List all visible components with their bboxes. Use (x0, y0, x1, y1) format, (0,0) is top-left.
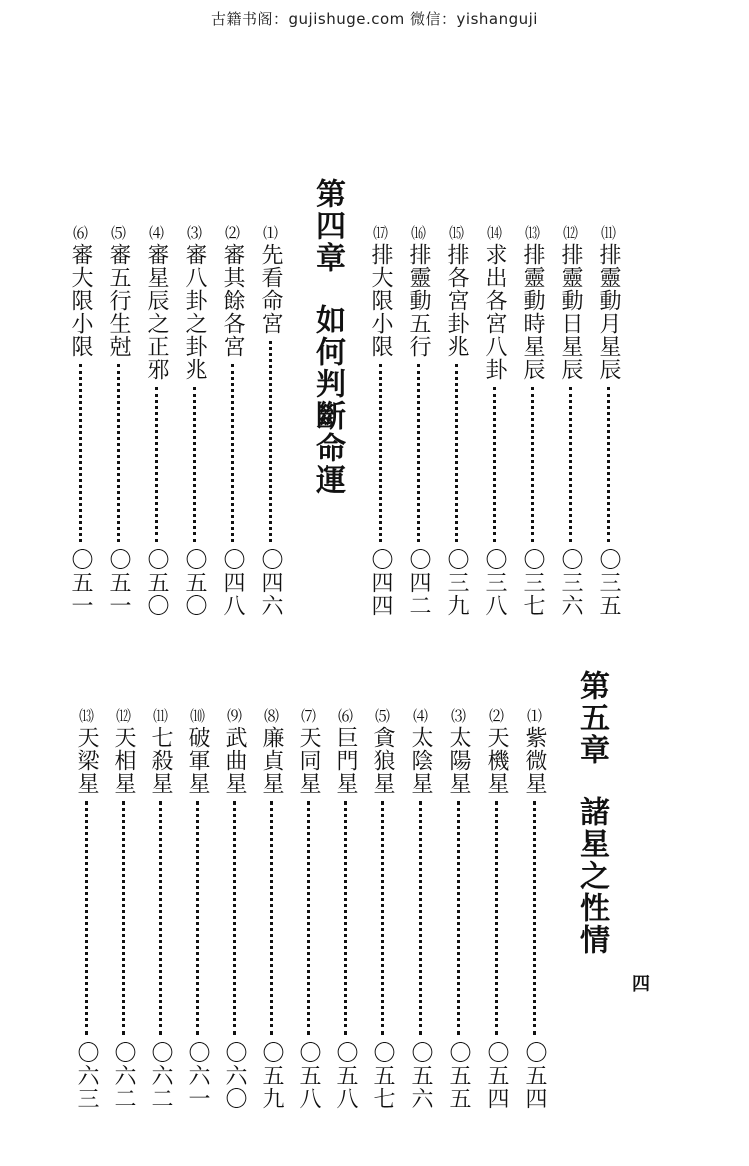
entry-number: ⒃ (409, 225, 427, 240)
entry-number: ⒁ (485, 225, 503, 240)
toc-entry[interactable] (518, 225, 546, 617)
entry-number: ⑺ (299, 708, 317, 723)
leader-dots (155, 387, 158, 542)
entry-title: 先看命宮 (258, 243, 283, 335)
leader-dots (344, 801, 347, 1035)
toc-entry[interactable] (146, 708, 174, 1110)
toc-entry[interactable] (257, 708, 285, 1110)
entry-number: ⑼ (225, 708, 243, 723)
chapter-4-title: 如何判斷命運 (310, 304, 345, 496)
toc-entry[interactable] (218, 225, 246, 617)
entry-page: 〇六一 (185, 1041, 210, 1110)
entry-title: 破軍星 (185, 726, 210, 795)
entry-page: 〇六三 (74, 1041, 99, 1110)
watermark-header: 古籍书阁：gujishuge.com 微信：yishanguji (211, 10, 538, 28)
entry-title: 排靈動月星辰 (596, 243, 621, 381)
entry-title: 太陽星 (446, 726, 471, 795)
entry-number: ⑿ (561, 225, 579, 240)
entry-page: 〇三八 (482, 548, 507, 617)
entry-page: 〇五四 (522, 1041, 547, 1110)
toc-entry[interactable] (331, 708, 359, 1110)
entry-title: 審大限小限 (68, 243, 93, 358)
toc-entry[interactable] (442, 225, 470, 617)
toc-entry[interactable] (180, 225, 208, 617)
toc-entry[interactable] (183, 708, 211, 1110)
entry-title: 排各宮卦兆 (444, 243, 469, 358)
leader-dots (193, 387, 196, 542)
leader-dots (270, 801, 273, 1035)
entry-page: 〇五一 (106, 548, 131, 617)
entry-number: ⑾ (151, 708, 169, 723)
leader-dots (231, 364, 234, 542)
leader-dots (196, 801, 199, 1035)
entry-page: 〇五〇 (144, 548, 169, 617)
entry-page: 〇六二 (111, 1041, 136, 1110)
entry-page: 〇四四 (368, 548, 393, 617)
toc-entry[interactable] (404, 225, 432, 617)
entry-page: 〇五七 (370, 1041, 395, 1110)
toc-entry[interactable] (406, 708, 434, 1110)
page-number: 四 (632, 974, 650, 995)
entry-page: 〇三六 (558, 548, 583, 617)
toc-entry[interactable] (109, 708, 137, 1110)
entry-page: 〇三九 (444, 548, 469, 617)
entry-title: 審五行生尅 (106, 243, 131, 358)
entry-number: ⑿ (114, 708, 132, 723)
toc-entry[interactable] (480, 225, 508, 617)
leader-dots (419, 801, 422, 1035)
leader-dots (417, 364, 420, 542)
entry-number: ⑶ (185, 225, 203, 240)
toc-entry[interactable] (368, 708, 396, 1110)
entry-number: ⑷ (147, 225, 165, 240)
entry-number: ⑶ (449, 708, 467, 723)
entry-title: 貪狼星 (370, 726, 395, 795)
leader-dots (495, 801, 498, 1035)
entry-title: 太陰星 (408, 726, 433, 795)
leader-dots (569, 387, 572, 542)
entry-number: ⑽ (188, 708, 206, 723)
entry-number: ⑹ (71, 225, 89, 240)
entry-page: 〇五四 (484, 1041, 509, 1110)
entry-page: 〇五六 (408, 1041, 433, 1110)
leader-dots (607, 387, 610, 542)
entry-title: 紫微星 (522, 726, 547, 795)
entry-page: 〇四八 (220, 548, 245, 617)
leader-dots (379, 364, 382, 542)
entry-number: ⑷ (411, 708, 429, 723)
leader-dots (79, 364, 82, 542)
entry-title: 排靈動時星辰 (520, 243, 545, 381)
entry-number: ⑸ (109, 225, 127, 240)
entry-page: 〇六二 (148, 1041, 173, 1110)
leader-dots (493, 387, 496, 542)
entry-title: 廉貞星 (259, 726, 284, 795)
chapter-5-heading (574, 670, 608, 956)
entry-title: 審其餘各宮 (220, 243, 245, 358)
leader-dots (381, 801, 384, 1035)
entry-page: 〇四六 (258, 548, 283, 617)
entry-title: 排靈動日星辰 (558, 243, 583, 381)
leader-dots (455, 364, 458, 542)
entry-number: ⒂ (447, 225, 465, 240)
entry-page: 〇四二 (406, 548, 431, 617)
leader-dots (307, 801, 310, 1035)
toc-entry[interactable] (104, 225, 132, 617)
leader-dots (531, 387, 534, 542)
entry-page: 〇五五 (446, 1041, 471, 1110)
leader-dots (117, 364, 120, 542)
toc-entry[interactable] (366, 225, 394, 617)
chapter-5-title: 諸星之性情 (574, 796, 609, 956)
toc-entry[interactable] (220, 708, 248, 1110)
entry-title: 巨門星 (333, 726, 358, 795)
chapter-4-label: 第四章 (310, 178, 345, 274)
entry-page: 〇五一 (68, 548, 93, 617)
entry-page: 〇五〇 (182, 548, 207, 617)
entry-number: ⑵ (487, 708, 505, 723)
toc-entry[interactable] (256, 225, 284, 617)
entry-number: ⑵ (223, 225, 241, 240)
toc-entry[interactable] (294, 708, 322, 1110)
entry-number: ⑾ (599, 225, 617, 240)
toc-entry[interactable] (66, 225, 94, 617)
entry-number: ⒀ (77, 708, 95, 723)
entry-title: 求出各宮八卦 (482, 243, 507, 381)
entry-page: 〇五八 (296, 1041, 321, 1110)
chapter-4-heading (310, 178, 344, 496)
toc-entry[interactable] (142, 225, 170, 617)
entry-page: 〇五九 (259, 1041, 284, 1110)
entry-number: ⑴ (525, 708, 543, 723)
entry-title: 天相星 (111, 726, 136, 795)
entry-page: 〇六〇 (222, 1041, 247, 1110)
entry-title: 武曲星 (222, 726, 247, 795)
leader-dots (269, 341, 272, 542)
entry-title: 審星辰之正邪 (144, 243, 169, 381)
toc-entry[interactable] (72, 708, 100, 1110)
toc-entry[interactable] (594, 225, 622, 617)
entry-title: 排靈動五行 (406, 243, 431, 358)
entry-title: 天機星 (484, 726, 509, 795)
entry-page: 〇三七 (520, 548, 545, 617)
leader-dots (457, 801, 460, 1035)
leader-dots (85, 801, 88, 1035)
entry-number: ⒄ (371, 225, 389, 240)
entry-number: ⑸ (373, 708, 391, 723)
toc-entry[interactable] (520, 708, 548, 1110)
entry-number: ⑴ (261, 225, 279, 240)
leader-dots (159, 801, 162, 1035)
entry-number: ⑹ (336, 708, 354, 723)
entry-number: ⒀ (523, 225, 541, 240)
entry-title: 排大限小限 (368, 243, 393, 358)
entry-title: 七殺星 (148, 726, 173, 795)
leader-dots (533, 801, 536, 1035)
entry-title: 審八卦之卦兆 (182, 243, 207, 381)
toc-entry[interactable] (556, 225, 584, 617)
entry-title: 天同星 (296, 726, 321, 795)
toc-entry[interactable] (444, 708, 472, 1110)
entry-title: 天梁星 (74, 726, 99, 795)
entry-page: 〇三五 (596, 548, 621, 617)
toc-entry[interactable] (482, 708, 510, 1110)
leader-dots (122, 801, 125, 1035)
entry-number: ⑻ (262, 708, 280, 723)
chapter-5-label: 第五章 (574, 670, 609, 766)
entry-page: 〇五八 (333, 1041, 358, 1110)
leader-dots (233, 801, 236, 1035)
